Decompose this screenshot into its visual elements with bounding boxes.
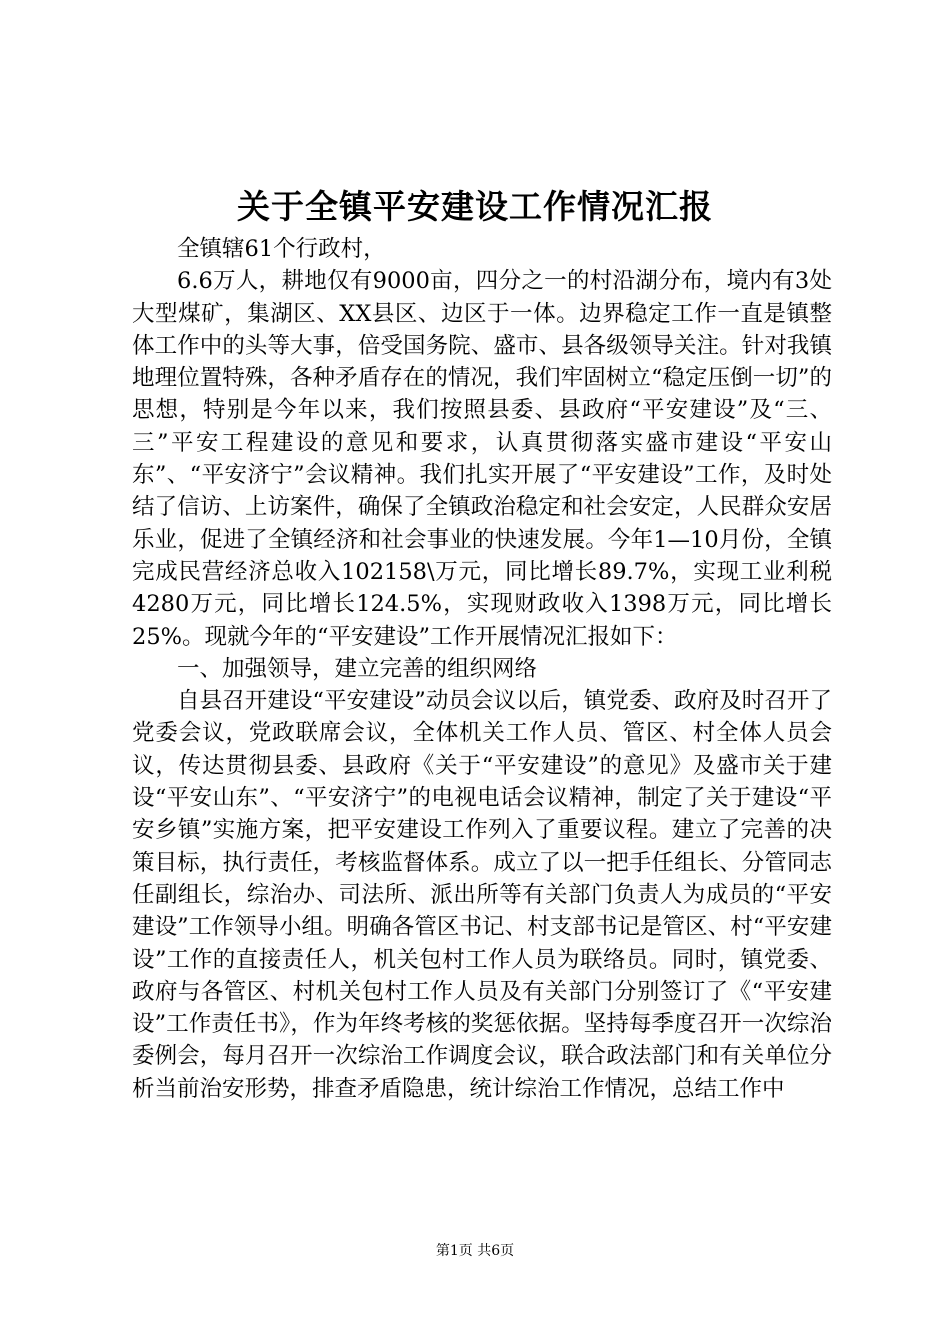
- document-title: 关于全镇平安建设工作情况汇报: [237, 187, 713, 226]
- paragraph-section-1: 自县召开建设“平安建设”动员会议以后，镇党委、政府及时召开了党委会议，党政联席会议，全体机关工作人员、管区、村全体人员会议，传达贯彻县委、县政府《关于“平安建设”的意见》及盛市关于建设“平安山东”、“平安济宁”的电视电话会议精神，制定了关于建设“平安乡镇”实施方案，把平安建设工作列入了重要议程。建立了完善的决策目标，执行责任，考核监督体系。成立了以一把手任组长、分管同志任副组长，综治办、司法所、派出所等有关部门负责人为成员的“平安建设”工作领导小组。明确各管区书记、村支部书记是管区、村“平安建设”工作的直接责任人，机关包村工作人员为联络员。同时，镇党委、政府与各管区、村机关包村工作人员及有关部门分别签订了《“平安建设”工作责任书》，作为年终考核的奖惩依据。坚持每季度召开一次综治委例会，每月召开一次综治工作调度会议，联合政法部门和有关单位分析当前治安形势，排查矛盾隐患，统计综治工作情况，总结工作中: [132, 688, 832, 1102]
- page-footer: 第1页 共6页: [435, 1243, 515, 1259]
- paragraph-intro: 全镇辖61个行政村，: [177, 236, 386, 262]
- document-body: [132, 233, 832, 1105]
- paragraph-overview: 6.6万人，耕地仅有9000亩，四分之一的村沿湖分布，境内有3处大型煤矿，集湖区、XX县区、边区于一体。边界稳定工作一直是镇整体工作中的头等大事，倍受国务院、盛市、县各级领导关注。针对我镇地理位置特殊，各种矛盾存在的情况，我们牢固树立“稳定压倒一切”的思想，特别是今年以来，我们按照县委、县政府“平安建设”及“三、三”平安工程建设的意见和要求，认真贯彻落实盛市建设“平安山东”、“平安济宁”会议精神。我们扎实开展了“平安建设”工作，及时处结了信访、上访案件，确保了全镇政治稳定和社会安定，人民群众安居乐业，促进了全镇经济和社会事业的快速发展。今年1—10月份，全镇完成民营经济总收入102158\万元，同比增长89.7%，实现工业利税4280万元，同比增长124.5%，实现财政收入1398万元，同比增长25%。现就今年的“平安建设”工作开展情况汇报如下：: [132, 268, 832, 650]
- section-heading-1: 一、加强领导，建立完善的组织网络: [177, 655, 538, 682]
